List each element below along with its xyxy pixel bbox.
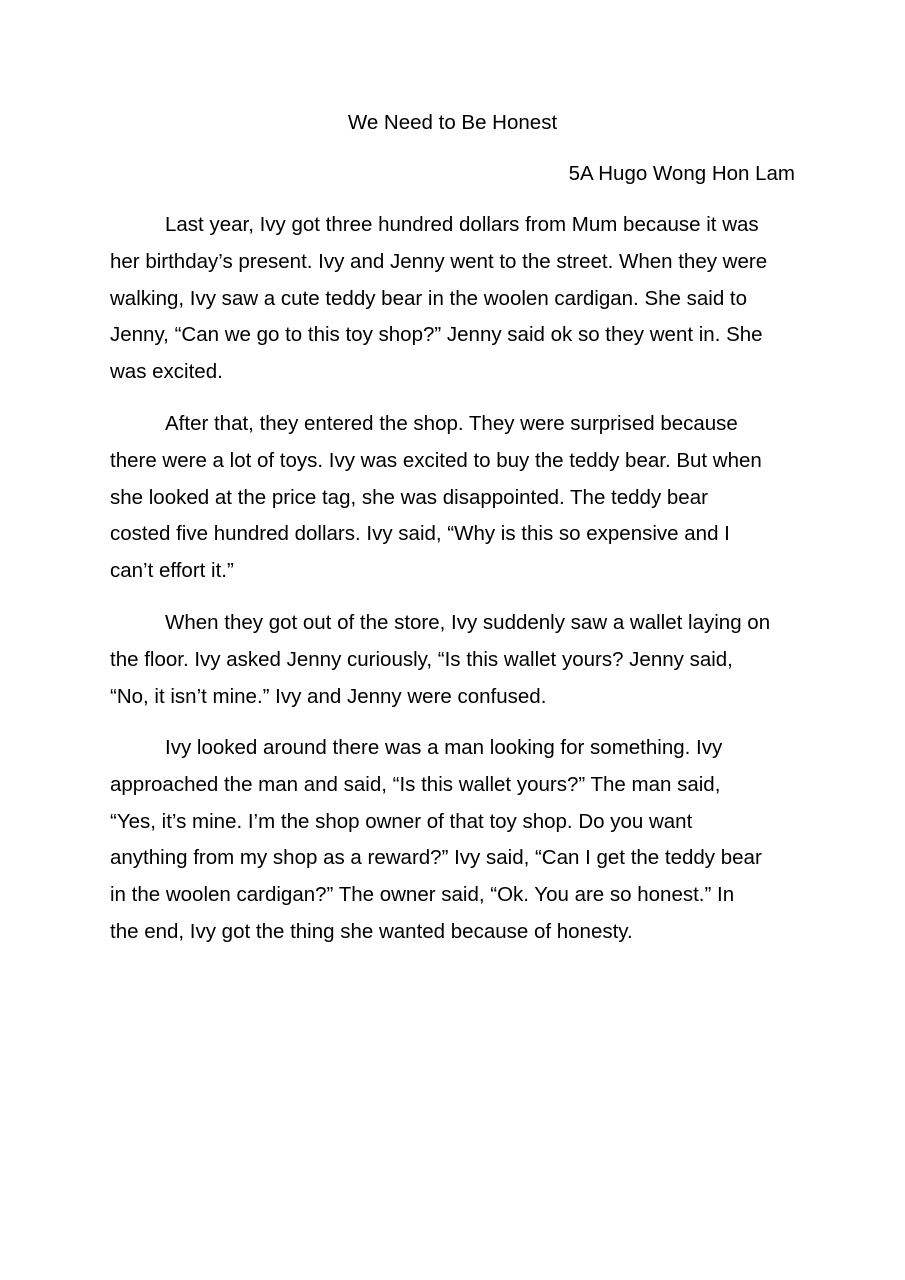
paragraph-2 [110,406,796,590]
paragraph-line: the end, Ivy got the thing she wanted because of honesty. [110,919,633,943]
paragraph-3 [110,605,796,715]
paragraph-line: anything from my shop as a reward?” Ivy said, “Can I get the teddy bear [110,846,762,870]
paragraph-line: When they got out of the store, Ivy suddenly saw a wallet laying on [165,611,771,634]
paragraph-line: After that, they entered the shop. They were surprised because [165,412,738,435]
paragraph-line: approached the man and said, “Is this wallet yours?” The man said, [110,772,721,796]
essay-title: We Need to Be Honest [347,111,558,134]
paragraph-1 [110,207,796,391]
paragraph-line: she looked at the price tag, she was disappointed. The teddy bear [110,485,708,509]
paragraph-line: there were a lot of toys. Ivy was excited to buy the teddy bear. But when [110,448,762,472]
paragraph-line: “No, it isn’t mine.” Ivy and Jenny were confused. [110,684,547,708]
paragraph-line: Jenny, “Can we go to this toy shop?” Jenny said ok so they went in. She [110,323,763,347]
paragraph-4 [110,730,796,951]
author-line: 5A Hugo Wong Hon Lam [568,162,795,185]
paragraph-line: the floor. Ivy asked Jenny curiously, “Is this wallet yours? Jenny said, [110,647,733,671]
paragraph-line: can’t effort it.” [110,559,234,583]
paragraph-line: walking, Ivy saw a cute teddy bear in the woolen cardigan. She said to [110,286,748,310]
paragraph-line: her birthday’s present. Ivy and Jenny went to the street. When they were [110,249,768,273]
paragraph-line: “Yes, it’s mine. I’m the shop owner of that toy shop. Do you want [110,809,693,833]
paragraph-line: in the woolen cardigan?” The owner said, “Ok. You are so honest.” In [110,883,735,907]
paragraph-line: costed five hundred dollars. Ivy said, “Why is this so expensive and I [110,522,730,546]
paragraph-line: was excited. [110,360,223,384]
paragraph-line: Ivy looked around there was a man looking for something. Ivy [165,736,723,759]
paragraph-line: Last year, Ivy got three hundred dollars from Mum because it was [165,213,759,236]
